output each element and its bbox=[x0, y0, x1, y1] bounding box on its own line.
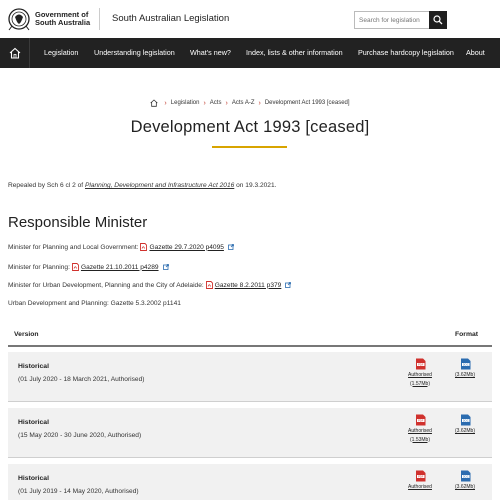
pdf-file-icon bbox=[415, 470, 426, 482]
pdf-download[interactable] bbox=[404, 470, 436, 491]
minister-entry bbox=[8, 263, 169, 271]
external-link-icon[interactable] bbox=[228, 244, 234, 250]
minister-entry bbox=[8, 281, 291, 289]
pdf-icon bbox=[206, 281, 213, 289]
breadcrumb bbox=[0, 99, 500, 107]
word-file-icon bbox=[460, 470, 471, 482]
gazette-link[interactable]: Gazette 21.10.2011 p4289 bbox=[80, 263, 159, 271]
nav-item-understanding[interactable]: Understanding legislation bbox=[94, 48, 175, 57]
crest-icon bbox=[8, 7, 30, 31]
breadcrumb-legislation[interactable]: Legislation bbox=[170, 100, 200, 106]
pdf-download[interactable] bbox=[404, 358, 436, 387]
gov-name bbox=[35, 11, 90, 28]
version-dates: (01 July 2020 - 18 March 2021, Authorised) bbox=[18, 376, 145, 383]
doc-download[interactable] bbox=[449, 470, 481, 491]
header-divider bbox=[99, 8, 100, 30]
pdf-size[interactable]: (1.53Mb) bbox=[409, 436, 430, 443]
gov-line1: Government of bbox=[35, 9, 89, 19]
breadcrumb-current: Development Act 1993 [ceased] bbox=[264, 100, 350, 106]
repealed-notice bbox=[8, 182, 276, 189]
title-underline bbox=[212, 146, 287, 148]
word-file-icon bbox=[460, 414, 471, 426]
pdf-label[interactable]: Authorised bbox=[408, 428, 432, 434]
nav-item-whats-new[interactable]: What's new? bbox=[190, 48, 231, 57]
doc-download[interactable] bbox=[449, 358, 481, 379]
table-row bbox=[8, 408, 492, 458]
version-dates: (01 July 2019 - 14 May 2020, Authorised) bbox=[18, 488, 139, 495]
site-header bbox=[0, 0, 500, 38]
pdf-label[interactable]: Authorised bbox=[408, 372, 432, 378]
svg-text:PDF: PDF bbox=[417, 363, 423, 367]
minister-text: Minister for Planning: bbox=[8, 263, 70, 271]
svg-text:PDF: PDF bbox=[417, 419, 423, 423]
gazette-link[interactable]: Gazette 8.2.2011 p379 bbox=[214, 281, 282, 289]
search-input[interactable] bbox=[354, 11, 429, 29]
doc-download[interactable] bbox=[449, 414, 481, 435]
nav-item-about[interactable]: About bbox=[466, 48, 485, 57]
minister-entry bbox=[8, 243, 234, 251]
chevron-right-icon: › bbox=[203, 99, 206, 107]
nav-home-button[interactable] bbox=[0, 38, 30, 68]
home-icon bbox=[9, 47, 21, 59]
search-icon bbox=[433, 15, 443, 25]
repealed-suffix: on 19.3.2021. bbox=[234, 182, 277, 189]
breadcrumb-acts-az[interactable]: Acts A-Z bbox=[231, 100, 255, 106]
table-row bbox=[8, 464, 492, 500]
page-title: Development Act 1993 [ceased] bbox=[130, 118, 370, 136]
minister-text: Minister for Urban Development, Planning and the City of Adelaide: bbox=[8, 281, 204, 289]
word-file-icon bbox=[460, 358, 471, 370]
nav-item-purchase[interactable]: Purchase hardcopy legislation bbox=[358, 48, 454, 57]
main-nav bbox=[0, 38, 500, 68]
gov-line2: South Australia bbox=[35, 18, 91, 27]
svg-text:DOC: DOC bbox=[462, 475, 469, 479]
responsible-minister-heading: Responsible Minister bbox=[8, 214, 148, 231]
version-label: Historical bbox=[18, 475, 49, 482]
version-label: Historical bbox=[18, 419, 49, 426]
versions-table-header bbox=[8, 325, 492, 347]
minister-text: Minister for Planning and Local Government: bbox=[8, 243, 139, 251]
col-version: Version bbox=[14, 331, 39, 338]
chevron-right-icon: › bbox=[258, 99, 261, 107]
svg-text:DOC: DOC bbox=[462, 419, 469, 423]
pdf-download[interactable] bbox=[404, 414, 436, 443]
table-row bbox=[8, 352, 492, 402]
pdf-label[interactable]: Authorised bbox=[408, 484, 432, 490]
svg-text:DOC: DOC bbox=[462, 363, 469, 367]
search-button[interactable] bbox=[429, 11, 447, 29]
gov-sa-logo[interactable] bbox=[8, 7, 90, 31]
chevron-right-icon: › bbox=[164, 99, 167, 107]
breadcrumb-acts[interactable]: Acts bbox=[209, 100, 222, 106]
repealing-act-link[interactable]: Planning, Development and Infrastructure Act 2016 bbox=[84, 182, 235, 189]
col-format: Format bbox=[455, 331, 479, 338]
minister-text: Urban Development and Planning: Gazette 5.3.2002 p1141 bbox=[8, 300, 181, 307]
pdf-file-icon bbox=[415, 358, 426, 370]
pdf-size[interactable]: (1.57Mb) bbox=[409, 380, 430, 387]
gazette-link[interactable]: Gazette 29.7.2020 p4095 bbox=[149, 243, 224, 251]
pdf-file-icon bbox=[415, 414, 426, 426]
nav-item-legislation[interactable]: Legislation bbox=[44, 48, 79, 57]
home-icon[interactable] bbox=[150, 99, 158, 107]
doc-size[interactable]: (3.62Mb) bbox=[454, 372, 475, 378]
doc-size[interactable]: (3.62Mb) bbox=[454, 428, 475, 434]
pdf-icon bbox=[72, 263, 79, 271]
version-dates: (15 May 2020 - 30 June 2020, Authorised) bbox=[18, 432, 142, 439]
external-link-icon[interactable] bbox=[285, 282, 291, 288]
repealed-prefix: Repealed by Sch 6 cl 2 of bbox=[8, 182, 85, 189]
site-title[interactable]: South Australian Legislation bbox=[112, 13, 230, 24]
chevron-right-icon: › bbox=[225, 99, 228, 107]
minister-entry bbox=[8, 300, 181, 307]
version-label: Historical bbox=[18, 363, 49, 370]
search-box bbox=[354, 11, 447, 29]
doc-size[interactable]: (3.62Mb) bbox=[454, 484, 475, 490]
svg-text:PDF: PDF bbox=[417, 475, 423, 479]
external-link-icon[interactable] bbox=[163, 264, 169, 270]
nav-item-index[interactable]: Index, lists & other information bbox=[246, 48, 343, 57]
pdf-icon bbox=[140, 243, 147, 251]
